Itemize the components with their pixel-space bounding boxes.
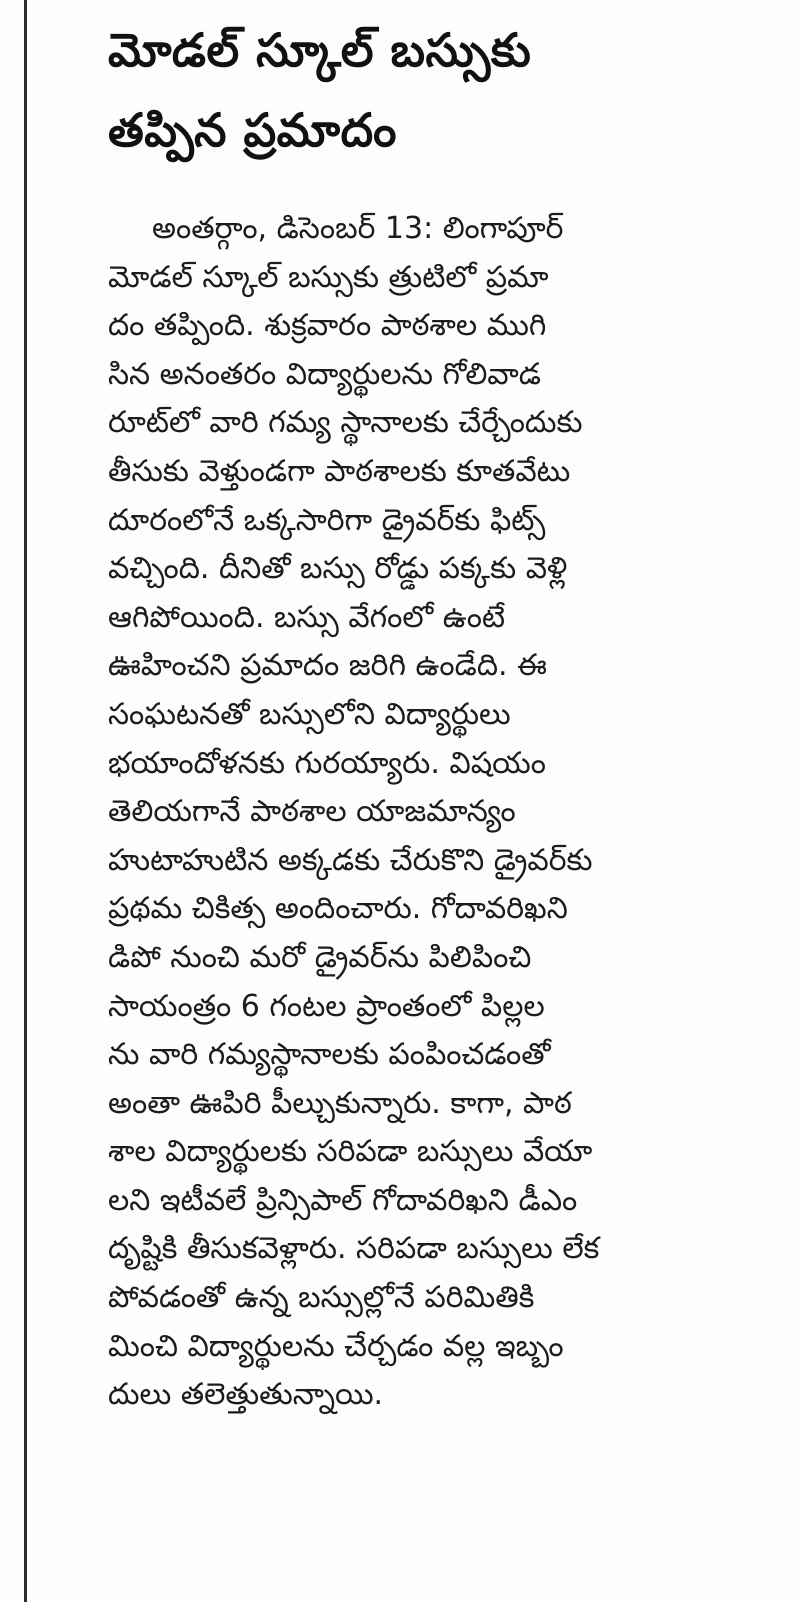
body-line: సాయంత్రం 6 గంటల ప్రాంతంలో పిల్లల [108,988,545,1024]
column-rule [24,0,27,1602]
headline-line: మోడల్ స్కూల్ బస్సుకు [108,23,532,77]
body-line: అంతా ఊపిరి పీల్చుకున్నారు. కాగా, పాఠ [108,1085,572,1121]
body-line: తీసుకు వెళ్తుండగా పాఠశాలకు కూతవేటు [108,453,571,489]
body-line: వచ్చింది. దీనితో బస్సు రోడ్డు పక్కకు వెళ్లి [108,551,568,587]
body-line: డిపో నుంచి మరో డ్రైవర్‌ను పిలిపించి [108,939,532,975]
headline-line: తప్పిన ప్రమాదం [108,103,397,157]
body-line: దం తప్పింది. శుక్రవారం పాఠశాల ముగి [108,308,547,344]
body-line: సంఘటనతో బస్సులోని విద్యార్థులు [108,696,511,732]
body-line: పోవడంతో ఉన్న బస్సుల్లోనే పరిమితికి [108,1280,535,1316]
body-line: భయాందోళనకు గురయ్యారు. విషయం [108,745,546,781]
body-line: ప్రథమ చికిత్స అందించారు. గోదావరిఖని [108,891,568,927]
body-line: దులు తలెత్తుతున్నాయి. [108,1377,384,1413]
body-line: ఆగిపోయింది. బస్సు వేగంలో ఉంటే [108,599,506,635]
body-line: హుటాహుటిన అక్కడకు చేరుకొని డ్రైవర్‌కు [108,842,593,878]
headline [108,10,748,170]
body-line: శాల విద్యార్థులకు సరిపడా బస్సులు వేయా [108,1134,593,1170]
body-line: తెలియగానే పాఠశాల యాజమాన్యం [108,794,516,830]
body-line: లని ఇటీవలే ప్రిన్సిపాల్ గోదావరిఖని డీఎం [108,1182,578,1218]
body-line: దృష్టికి తీసుకవెళ్లారు. సరిపడా బస్సులు లేక [108,1231,600,1267]
body-line: ను వారి గమ్యస్థానాలకు పంపించడంతో [108,1037,551,1073]
body-line: రూట్‌లో వారి గమ్య స్థానాలకు చేర్చేందుకు [108,405,583,441]
article-body [108,205,688,1420]
body-line: దూరంలోనే ఒక్కసారిగా డ్రైవర్‌కు ఫిట్స్ [108,502,546,538]
body-line: మోడల్ స్కూల్ బస్సుకు త్రుటిలో ప్రమా [108,259,549,295]
body-line: మించి విద్యార్థులను చేర్చడం వల్ల ఇబ్బం [108,1328,564,1364]
body-line: సిన అనంతరం విద్యార్థులను గోలివాడ [108,356,541,392]
body-line: ఊహించని ప్రమాదం జరిగి ఉండేది. ఈ [108,648,547,684]
body-line: అంతర్గాం, డిసెంబర్ 13: లింగాపూర్ [152,211,564,246]
